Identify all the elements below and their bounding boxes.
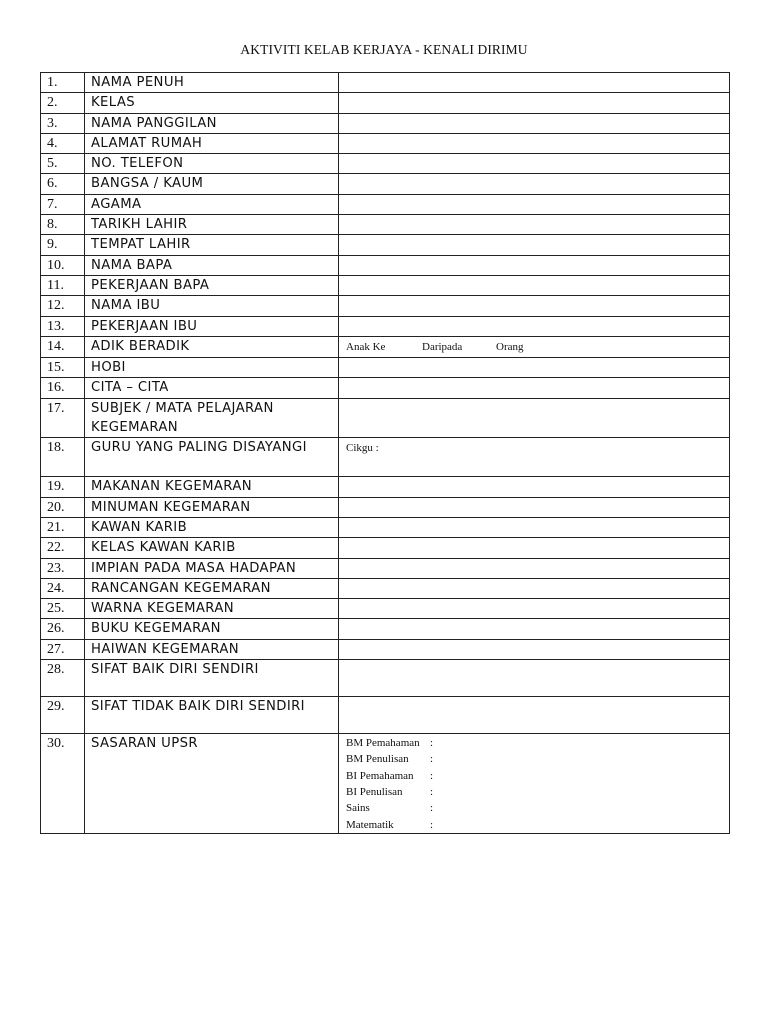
table-row — [41, 174, 730, 194]
table-row — [41, 477, 730, 497]
upsr-subject: Sains — [346, 802, 370, 815]
table-row — [41, 378, 730, 398]
row-number: 19. — [41, 477, 85, 497]
answer-field[interactable] — [339, 336, 730, 357]
row-label: SUBJEK / MATA PELAJARAN KEGEMARAN — [85, 398, 339, 438]
answer-field[interactable] — [339, 296, 730, 316]
upsr-subject: Matematik — [346, 818, 394, 831]
answer-field[interactable] — [339, 477, 730, 497]
row-label: MAKANAN KEGEMARAN — [85, 477, 339, 497]
answer-field[interactable] — [339, 438, 730, 477]
row-number: 1. — [41, 73, 85, 93]
answer-field[interactable] — [339, 93, 730, 113]
row-number: 3. — [41, 113, 85, 133]
row-number: 12. — [41, 296, 85, 316]
table-row — [41, 215, 730, 235]
row-number: 2. — [41, 93, 85, 113]
upsr-colon: : — [430, 753, 434, 766]
table-row — [41, 517, 730, 537]
row-number: 16. — [41, 378, 85, 398]
row-label: TEMPAT LAHIR — [85, 235, 339, 255]
cikgu-label: Cikgu : — [346, 442, 379, 455]
row-number: 10. — [41, 255, 85, 275]
table-row — [41, 133, 730, 153]
upsr-colon: : — [430, 818, 434, 831]
row-number: 9. — [41, 235, 85, 255]
row-label: PEKERJAAN IBU — [85, 316, 339, 336]
row-label: SIFAT BAIK DIRI SENDIRI — [85, 660, 339, 697]
page-title: AKTIVITI KELAB KERJAYA - KENALI DIRIMU — [240, 42, 528, 57]
row-number: 14. — [41, 336, 85, 357]
table-row — [41, 255, 730, 275]
answer-field[interactable] — [339, 398, 730, 438]
table-row — [41, 558, 730, 578]
answer-field[interactable] — [339, 558, 730, 578]
table-row — [41, 538, 730, 558]
upsr-target-line — [346, 751, 729, 767]
row-number: 25. — [41, 599, 85, 619]
row-label: SIFAT TIDAK BAIK DIRI SENDIRI — [85, 697, 339, 734]
answer-field[interactable] — [339, 378, 730, 398]
row-label: CITA – CITA — [85, 378, 339, 398]
daripada-label: Daripada — [422, 340, 463, 353]
row-number: 27. — [41, 639, 85, 659]
answer-field[interactable] — [339, 275, 730, 295]
row-number: 26. — [41, 619, 85, 639]
upsr-target-line — [346, 768, 729, 784]
upsr-subject: BI Pemahaman — [346, 769, 414, 782]
answer-field[interactable] — [339, 619, 730, 639]
row-number: 21. — [41, 517, 85, 537]
table-row — [41, 639, 730, 659]
answer-field[interactable] — [339, 255, 730, 275]
answer-field[interactable] — [339, 215, 730, 235]
table-row — [41, 398, 730, 438]
answer-field[interactable] — [339, 358, 730, 378]
row-label: NAMA BAPA — [85, 255, 339, 275]
table-row — [41, 113, 730, 133]
row-label: AGAMA — [85, 194, 339, 214]
answer-field[interactable] — [339, 578, 730, 598]
row-number: 17. — [41, 398, 85, 438]
row-label: NAMA IBU — [85, 296, 339, 316]
table-row — [41, 438, 730, 477]
row-number: 22. — [41, 538, 85, 558]
table-row — [41, 93, 730, 113]
table-row — [41, 194, 730, 214]
answer-field[interactable] — [339, 538, 730, 558]
row-label: GURU YANG PALING DISAYANGI — [85, 438, 339, 477]
profile-form-table — [40, 72, 730, 834]
row-label: NAMA PANGGILAN — [85, 113, 339, 133]
row-label: KELAS — [85, 93, 339, 113]
row-number: 5. — [41, 154, 85, 174]
row-label: NAMA PENUH — [85, 73, 339, 93]
row-label: HAIWAN KEGEMARAN — [85, 639, 339, 659]
upsr-target-line — [346, 817, 729, 833]
table-row — [41, 316, 730, 336]
answer-field[interactable] — [339, 517, 730, 537]
table-row — [41, 697, 730, 734]
upsr-colon: : — [430, 769, 434, 782]
upsr-colon: : — [430, 785, 434, 798]
table-row — [41, 336, 730, 357]
upsr-subject: BM Pemahaman — [346, 737, 420, 750]
table-row — [41, 358, 730, 378]
upsr-colon: : — [430, 737, 434, 750]
row-number: 7. — [41, 194, 85, 214]
row-number: 24. — [41, 578, 85, 598]
row-label: SASARAN UPSR — [85, 734, 339, 834]
row-label: TARIKH LAHIR — [85, 215, 339, 235]
answer-field[interactable] — [339, 639, 730, 659]
answer-field[interactable] — [339, 599, 730, 619]
answer-field[interactable] — [339, 660, 730, 697]
upsr-target-line — [346, 800, 729, 816]
table-row — [41, 154, 730, 174]
row-label: KELAS KAWAN KARIB — [85, 538, 339, 558]
row-number: 29. — [41, 697, 85, 734]
table-row — [41, 578, 730, 598]
row-label: ADIK BERADIK — [85, 336, 339, 357]
row-label: BANGSA / KAUM — [85, 174, 339, 194]
anak-ke-label: Anak Ke — [346, 340, 386, 353]
row-label: PEKERJAAN BAPA — [85, 275, 339, 295]
row-number: 8. — [41, 215, 85, 235]
table-row — [41, 73, 730, 93]
upsr-subject: BI Penulisan — [346, 785, 403, 798]
row-label: MINUMAN KEGEMARAN — [85, 497, 339, 517]
answer-field[interactable] — [339, 697, 730, 734]
row-number: 20. — [41, 497, 85, 517]
row-label: NO. TELEFON — [85, 154, 339, 174]
table-row — [41, 599, 730, 619]
row-number: 13. — [41, 316, 85, 336]
row-label: ALAMAT RUMAH — [85, 133, 339, 153]
upsr-target-list — [346, 734, 729, 833]
answer-field[interactable] — [339, 154, 730, 174]
row-label: HOBI — [85, 358, 339, 378]
answer-field[interactable] — [339, 497, 730, 517]
answer-field[interactable] — [339, 73, 730, 93]
table-row — [41, 660, 730, 697]
row-label: BUKU KEGEMARAN — [85, 619, 339, 639]
row-number: 28. — [41, 660, 85, 697]
upsr-subject: BM Penulisan — [346, 753, 409, 766]
row-number: 18. — [41, 438, 85, 477]
row-number: 11. — [41, 275, 85, 295]
row-number: 15. — [41, 358, 85, 378]
table-row — [41, 275, 730, 295]
answer-field[interactable] — [339, 133, 730, 153]
row-label: WARNA KEGEMARAN — [85, 599, 339, 619]
table-row — [41, 734, 730, 834]
answer-field[interactable] — [339, 734, 730, 834]
orang-label: Orang — [496, 340, 524, 353]
upsr-target-line — [346, 735, 729, 751]
upsr-colon: : — [430, 802, 434, 815]
answer-field[interactable] — [339, 235, 730, 255]
table-row — [41, 497, 730, 517]
answer-field[interactable] — [339, 174, 730, 194]
table-row — [41, 296, 730, 316]
answer-field[interactable] — [339, 194, 730, 214]
row-label: IMPIAN PADA MASA HADAPAN — [85, 558, 339, 578]
row-number: 6. — [41, 174, 85, 194]
table-row — [41, 619, 730, 639]
upsr-target-line — [346, 784, 729, 800]
table-row — [41, 235, 730, 255]
row-number: 23. — [41, 558, 85, 578]
row-number: 4. — [41, 133, 85, 153]
row-number: 30. — [41, 734, 85, 834]
row-label: KAWAN KARIB — [85, 517, 339, 537]
row-label: RANCANGAN KEGEMARAN — [85, 578, 339, 598]
answer-field[interactable] — [339, 316, 730, 336]
answer-field[interactable] — [339, 113, 730, 133]
sibling-order-line — [346, 337, 729, 357]
